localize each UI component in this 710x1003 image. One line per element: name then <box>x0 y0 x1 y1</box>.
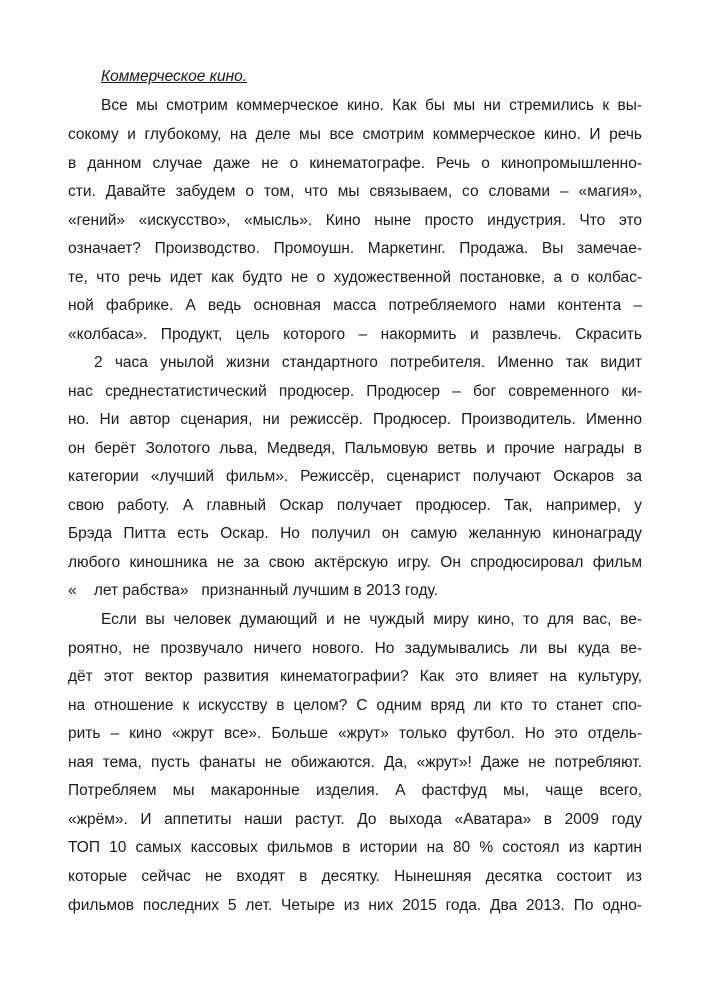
paragraph-line: свою работу. А главный Оскар получает продюсер. Так, например, у <box>68 497 642 514</box>
paragraph-line: нас среднестатистический продюсер. Продюсер – бог современного ки- <box>68 383 642 400</box>
paragraph-line-last: « лет рабства» признанный лучшим в 2013 году. <box>68 582 438 599</box>
paragraph-line: роятно, не прозвучало ничего нового. Но задумывались ли вы куда ве- <box>68 640 642 657</box>
paragraph-line: ной фабрике. А ведь основная масса потребляемого нами контента – <box>68 297 642 314</box>
paragraph-line: но. Ни автор сценария, ни режиссёр. Продюсер. Производитель. Именно <box>68 411 642 428</box>
section-heading: Коммерческое кино. <box>101 68 248 85</box>
paragraph-line: в данном случае даже не о кинематографе. Речь о кинопромышленно- <box>68 155 642 172</box>
paragraph-line: Брэда Питта есть Оскар. Но получил он самую желанную кинонаграду <box>68 525 642 542</box>
paragraph-line: на отношение к искусству в целом? С одним вряд ли кто то станет спо- <box>68 697 642 714</box>
paragraph-line: «гений» «искусство», «мысль». Кино ныне просто индустрия. Что это <box>68 212 642 229</box>
paragraph-line: те, что речь идет как будто не о художественной постановке, а о колбас- <box>68 269 642 286</box>
paragraph-line: рить – кино «жрут все». Больше «жрут» только футбол. Но это отдель- <box>68 725 642 742</box>
paragraph-line: фильмов последних 5 лет. Четыре из них 2015 года. Два 2013. По одно- <box>68 897 642 914</box>
paragraph-line: 2 часа унылой жизни стандартного потребителя. Именно так видит <box>94 354 642 371</box>
paragraph-line: сти. Давайте забудем о том, что мы связываем, со словами – «магия», <box>68 183 642 200</box>
paragraph-line: сокому и глубокому, на деле мы все смотрим коммерческое кино. И речь <box>68 126 642 143</box>
paragraph-line: «жрём». И аппетиты наши растут. До выхода «Аватара» в 2009 году <box>68 811 642 828</box>
paragraph-line: Потребляем мы макаронные изделия. А фастфуд мы, чаще всего, <box>68 782 642 799</box>
paragraph-line: дёт этот вектор развития кинематографии? Как это влияет на культуру, <box>68 668 642 685</box>
paragraph-line: ТОП 10 самых кассовых фильмов в истории на 80 % состоял из картин <box>68 839 642 856</box>
paragraph-line: любого киношника не за свою актёрскую игру. Он спродюсировал фильм <box>68 554 642 571</box>
paragraph-line: «колбаса». Продукт, цель которого – накормить и развлечь. Скрасить <box>68 326 642 343</box>
paragraph-line: Все мы смотрим коммерческое кино. Как бы мы ни стремились к вы- <box>101 97 642 114</box>
paragraph-line: ная тема, пусть фанаты не обижаются. Да, «жрут»! Даже не потребляют. <box>68 754 642 771</box>
paragraph-line: Если вы человек думающий и не чуждый миру кино, то для вас, ве- <box>101 611 642 628</box>
paragraph-line: категории «лучший фильм». Режиссёр, сценарист получают Оскаров за <box>68 468 642 485</box>
paragraph-line: он берёт Золотого льва, Медведя, Пальмовую ветвь и прочие награды в <box>68 440 642 457</box>
paragraph-line: означает? Производство. Промоушн. Маркетинг. Продажа. Вы замечае- <box>68 240 642 257</box>
paragraph-line: которые сейчас не входят в десятку. Нынешняя десятка состоит из <box>68 868 642 885</box>
